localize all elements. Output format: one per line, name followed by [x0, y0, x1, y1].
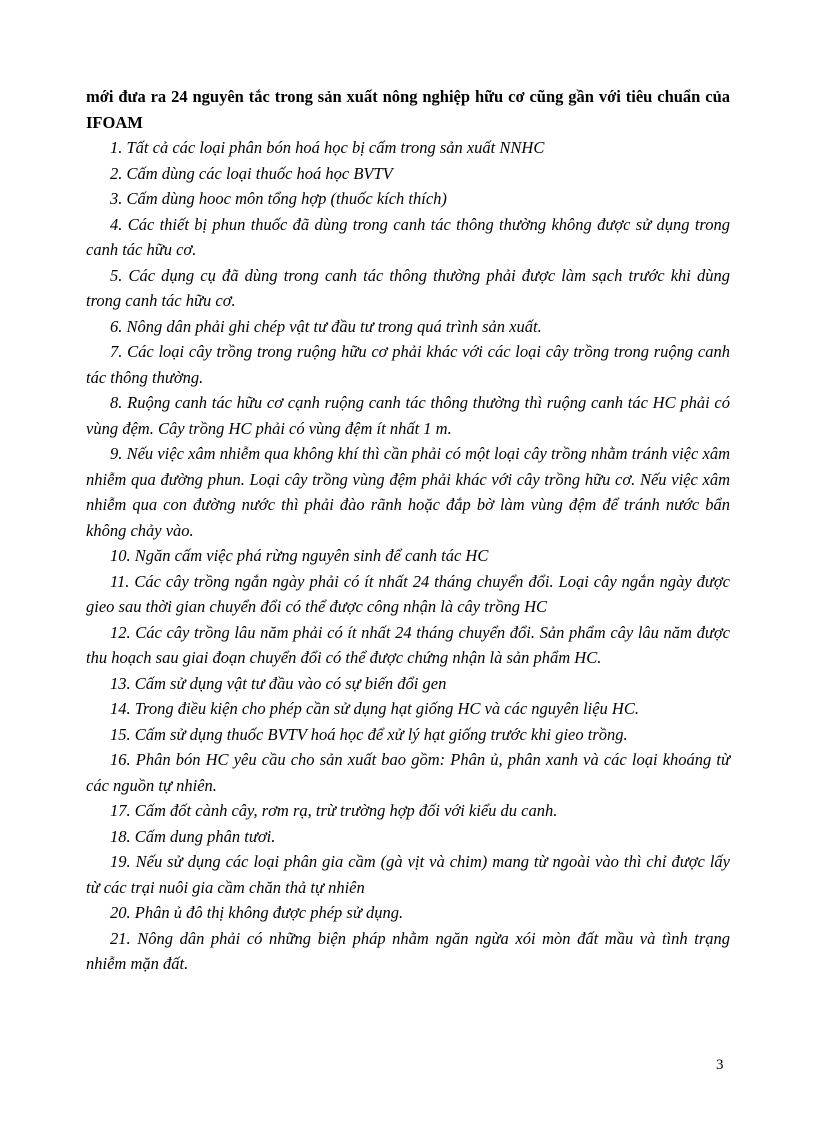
- rule-item: 10. Ngăn cấm việc phá rừng nguyên sinh để canh tác HC: [110, 546, 489, 565]
- rules-list: [86, 135, 730, 977]
- intro-paragraph: mới đưa ra 24 nguyên tắc trong sản xuất nông nghiệp hữu cơ cũng gần với tiêu chuẩn của IFOAM: [86, 87, 730, 132]
- rule-item: 4. Các thiết bị phun thuốc đã dùng trong canh tác thông thường không được sử dụng trong canh tác hữu cơ.: [86, 214, 730, 259]
- rule-item: 14. Trong điều kiện cho phép cần sử dụng hạt giống HC và các nguyên liệu HC.: [110, 699, 639, 718]
- rule-item: 12. Các cây trồng lâu năm phải có ít nhất 24 tháng chuyển đổi. Sản phẩm cây lâu năm được thu hoạch sau giai đoạn chuyển đổi có thể được chứng nhận là sản phẩm HC.: [86, 622, 730, 667]
- rule-item: 9. Nếu việc xâm nhiễm qua không khí thì cần phải có một loại cây trồng nhằm tránh việc xâm nhiễm qua đường phun. Loại cây trồng vùng đệm phải khác với cây trồng hữu cơ. Nếu việc xâm nhiễm qua con đường nước thì phải đào rãnh hoặc đắp bờ làm vùng đệm để tránh nước bẩn không chảy vào.: [86, 444, 730, 540]
- rule-item: 13. Cấm sử dụng vật tư đầu vào có sự biến đổi gen: [110, 673, 447, 693]
- rule-item: 2. Cấm dùng các loại thuốc hoá học BVTV: [110, 163, 393, 183]
- rule-item: 11. Các cây trồng ngắn ngày phải có ít nhất 24 tháng chuyển đổi. Loại cây ngắn ngày được gieo sau thời gian chuyển đổi có thể được công nhận là cây trồng HC: [86, 571, 730, 616]
- document-page: [86, 84, 730, 977]
- rule-item: 17. Cấm đốt cành cây, rơm rạ, trừ trường hợp đối với kiểu du canh.: [110, 801, 558, 820]
- rule-item: 21. Nông dân phải có những biện pháp nhằm ngăn ngừa xói mòn đất mầu và tình trạng nhiễm mặn đất.: [86, 928, 730, 973]
- rule-item: 8. Ruộng canh tác hữu cơ cạnh ruộng canh tác thông thường thì ruộng canh tác HC phải có vùng đệm. Cây trồng HC phải có vùng đệm ít nhất 1 m.: [86, 393, 730, 438]
- rule-item: 3. Cấm dùng hooc môn tổng hợp (thuốc kích thích): [110, 189, 447, 208]
- page-number: 3: [716, 1057, 724, 1073]
- rule-item: 20. Phân ủ đô thị không được phép sử dụng.: [110, 903, 404, 922]
- rule-item: 19. Nếu sử dụng các loại phân gia cầm (gà vịt và chim) mang từ ngoài vào thì chỉ được lấy từ các trại nuôi gia cầm chăn thả tự nhiên: [86, 852, 730, 897]
- rule-item: 7. Các loại cây trồng trong ruộng hữu cơ phải khác với các loại cây trồng trong ruộng canh tác thông thường.: [86, 342, 730, 387]
- rule-item: 6. Nông dân phải ghi chép vật tư đầu tư trong quá trình sản xuất.: [110, 316, 542, 336]
- rule-item: 16. Phân bón HC yêu cầu cho sản xuất bao gồm: Phân ủ, phân xanh và các loại khoáng từ các nguồn tự nhiên.: [86, 750, 730, 795]
- rule-item: 18. Cấm dung phân tươi.: [110, 826, 276, 846]
- rule-item: 5. Các dụng cụ đã dùng trong canh tác thông thường phải được làm sạch trước khi dùng trong canh tác hữu cơ.: [86, 265, 730, 310]
- rule-item: 1. Tất cả các loại phân bón hoá học bị cấm trong sản xuất NNHC: [110, 138, 545, 157]
- rule-item: 15. Cấm sử dụng thuốc BVTV hoá học để xử lý hạt giống trước khi gieo trồng.: [110, 724, 628, 744]
